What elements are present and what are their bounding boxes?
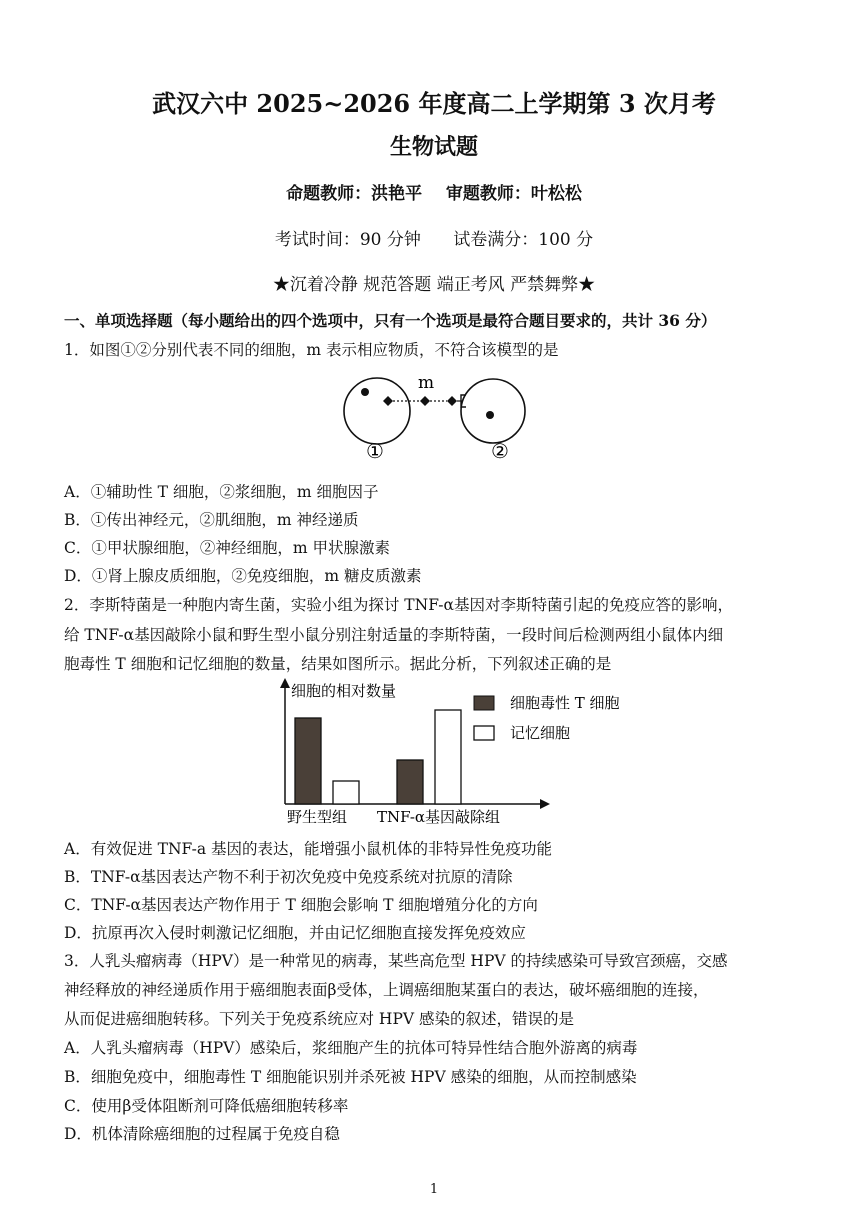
q3-option-c: C．使用β受体阻断剂可降低癌细胞转移率 xyxy=(64,1097,349,1115)
q2-stem-line-3: 胞毒性 T 细胞和记忆细胞的数量，结果如图所示。据此分析，下列叙述正确的是 xyxy=(64,655,612,673)
bar-cytotoxic-t-wild-type xyxy=(295,718,321,804)
legend-swatch-ctl xyxy=(474,696,494,710)
q1-stem: 1．如图①②分别代表不同的细胞，m 表示相应物质，不符合该模型的是 xyxy=(64,341,559,359)
bar-cytotoxic-t-knockout xyxy=(397,760,423,804)
q2-bar-chart xyxy=(265,676,620,831)
q1-cell-diagram xyxy=(330,368,540,468)
q2-stem-line-2: 给 TNF-α基因敲除小鼠和野生型小鼠分别注射适量的李斯特菌，一段时间后检测两组小鼠体内细 xyxy=(64,626,724,644)
q2-option-d: D．抗原再次入侵时刺激记忆细胞，并由记忆细胞直接发挥免疫效应 xyxy=(64,924,526,942)
page-number: 1 xyxy=(429,1182,439,1197)
q1-option-b: B．①传出神经元，②肌细胞，m 神经递质 xyxy=(64,511,359,529)
q3-option-a: A．人乳头瘤病毒（HPV）感染后，浆细胞产生的抗体可特异性结合胞外游离的病毒 xyxy=(64,1039,638,1057)
x-tick-knockout: TNF-α基因敲除组 xyxy=(377,808,501,826)
q2-option-b: B．TNF-α基因表达产物不利于初次免疫中免疫系统对抗原的清除 xyxy=(64,868,513,886)
q2-stem-line-1: 2．李斯特菌是一种胞内寄生菌，实验小组为探讨 TNF-α基因对李斯特菌引起的免疫应答的影响， xyxy=(64,596,733,614)
exam-info: 考试时间：90 分钟 试卷满分：100 分 xyxy=(274,230,594,250)
label-m: m xyxy=(418,373,435,393)
q3-stem-line-3: 从而促进癌细胞转移。下列关于免疫系统应对 HPV 感染的叙述，错误的是 xyxy=(64,1010,574,1028)
section-heading: 一、单项选择题（每小题给出的四个选项中，只有一个选项是最符合题目要求的，共计 36 分） xyxy=(64,311,717,330)
legend-swatch-memory xyxy=(474,726,494,740)
q3-stem-line-1: 3．人乳头瘤病毒（HPV）是一种常见的病毒，某些高危型 HPV 的持续感染可导致宫颈癌，交感 xyxy=(64,952,728,970)
q1-option-d: D．①肾上腺皮质细胞，②免疫细胞，m 糖皮质激素 xyxy=(64,567,422,585)
q1-option-a: A．①辅助性 T 细胞，②浆细胞，m 细胞因子 xyxy=(64,483,379,501)
legend-label-ctl: 细胞毒性 T 细胞 xyxy=(510,694,620,712)
cell-1-circle xyxy=(344,378,410,444)
x-axis-arrow xyxy=(540,799,550,809)
exam-title: 武汉六中 2025~2026 年度高二上学期第 3 次月考 xyxy=(152,89,716,118)
q2-option-c: C．TNF-α基因表达产物作用于 T 细胞会影响 T 细胞增殖分化的方向 xyxy=(64,896,538,914)
bar-memory-knockout xyxy=(435,710,461,804)
cell-2-nucleus xyxy=(486,411,494,419)
cell-2-circle xyxy=(461,379,525,443)
q3-option-d: D．机体清除癌细胞的过程属于免疫自稳 xyxy=(64,1125,340,1143)
x-tick-wild-type: 野生型组 xyxy=(287,808,348,826)
label-cell-1: ① xyxy=(366,439,384,463)
subject-title: 生物试题 xyxy=(389,134,478,160)
signal-molecule-1 xyxy=(383,396,393,406)
q1-option-c: C．①甲状腺细胞，②神经细胞，m 甲状腺激素 xyxy=(64,539,390,557)
q3-stem-line-2: 神经释放的神经递质作用于癌细胞表面β受体，上调癌细胞某蛋白的表达，破坏癌细胞的连接， xyxy=(64,981,709,999)
teachers-line: 命题教师：洪艳平 审题教师：叶松松 xyxy=(286,184,582,204)
cell-1-nucleus xyxy=(361,388,369,396)
label-cell-2: ② xyxy=(491,439,509,463)
bar-memory-wild-type xyxy=(333,781,359,804)
signal-molecule-3 xyxy=(447,396,457,406)
legend-label-memory: 记忆细胞 xyxy=(510,724,571,742)
q3-option-b: B．细胞免疫中，细胞毒性 T 细胞能识别并杀死被 HPV 感染的细胞，从而控制感染 xyxy=(64,1068,637,1086)
y-axis-label: 细胞的相对数量 xyxy=(291,682,397,700)
q2-option-a: A．有效促进 TNF-a 基因的表达，能增强小鼠机体的非特异性免疫功能 xyxy=(64,840,552,858)
motto: ★沉着冷静 规范答题 端正考风 严禁舞弊★ xyxy=(272,275,596,295)
signal-molecule-2 xyxy=(420,396,430,406)
y-axis-arrow xyxy=(280,678,290,688)
